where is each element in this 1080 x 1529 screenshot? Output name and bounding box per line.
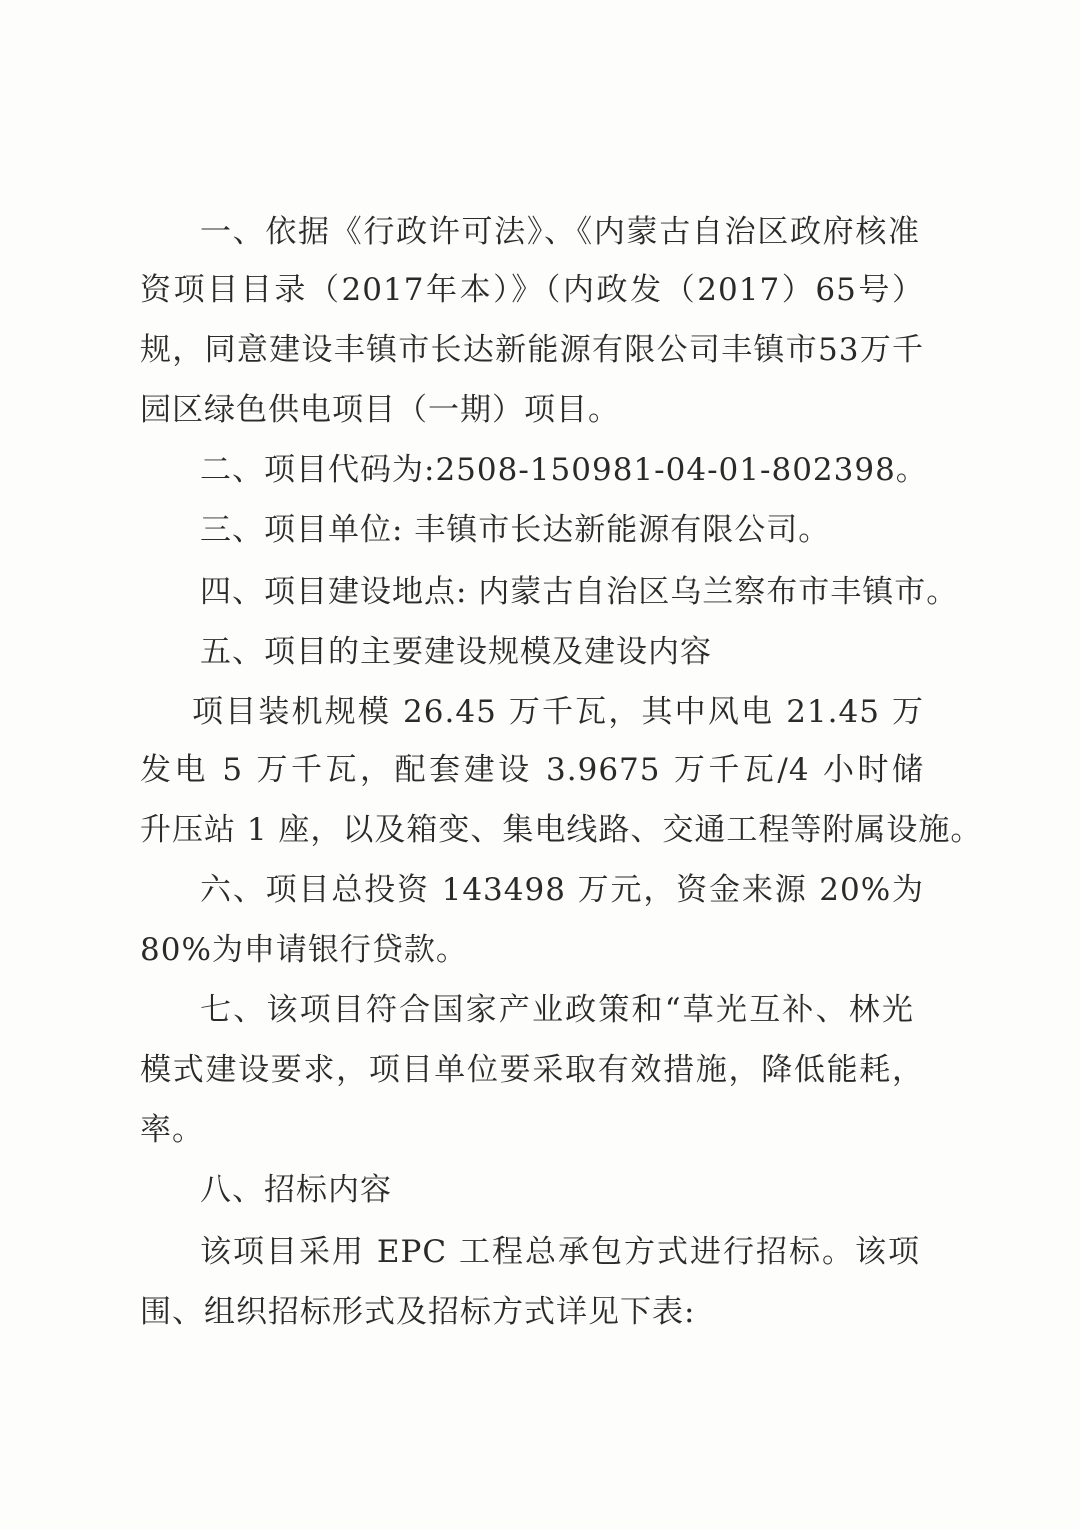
paragraph-1-line-3: 规，同意建设丰镇市长达新能源有限公司丰镇市53万千 xyxy=(140,332,924,368)
paragraph-1-line-2: 资项目目录（2017年本）》（内政发（2017）65号） xyxy=(140,272,924,308)
project-code-line: 二、项目代码为:2508-150981-04-01-802398。 xyxy=(200,452,928,488)
investment-line-1: 六、项目总投资 143498 万元，资金来源 20%为 xyxy=(200,872,924,908)
policy-line-2: 模式建设要求，项目单位要采取有效措施，降低能耗， xyxy=(140,1052,924,1088)
project-unit-line: 三、项目单位: 丰镇市长达新能源有限公司。 xyxy=(200,512,831,548)
scale-line-3: 升压站 1 座，以及箱变、集电线路、交通工程等附属设施。 xyxy=(140,812,983,848)
policy-line-3: 率。 xyxy=(140,1112,204,1148)
scale-line-1: 项目装机规模 26.45 万千瓦，其中风电 21.45 万 xyxy=(192,694,924,730)
policy-line-1: 七、该项目符合国家产业政策和“草光互补、林光 xyxy=(200,992,914,1028)
section-8-heading: 八、招标内容 xyxy=(200,1172,392,1208)
scale-line-2: 发电 5 万千瓦，配套建设 3.9675 万千瓦/4 小时储 xyxy=(140,752,924,788)
paragraph-1-line-4: 园区绿色供电项目（一期）项目。 xyxy=(140,392,620,428)
paragraph-1-line-1: 一、依据《行政许可法》、《内蒙古自治区政府核准 xyxy=(200,214,920,250)
project-location-line: 四、项目建设地点: 内蒙古自治区乌兰察布市丰镇市。 xyxy=(200,574,959,610)
tender-line-2: 围、组织招标形式及招标方式详见下表: xyxy=(140,1294,696,1330)
investment-line-2: 80%为申请银行贷款。 xyxy=(140,932,468,968)
section-5-heading: 五、项目的主要建设规模及建设内容 xyxy=(200,634,712,670)
tender-line-1: 该项目采用 EPC 工程总承包方式进行招标。该项 xyxy=(200,1234,920,1270)
